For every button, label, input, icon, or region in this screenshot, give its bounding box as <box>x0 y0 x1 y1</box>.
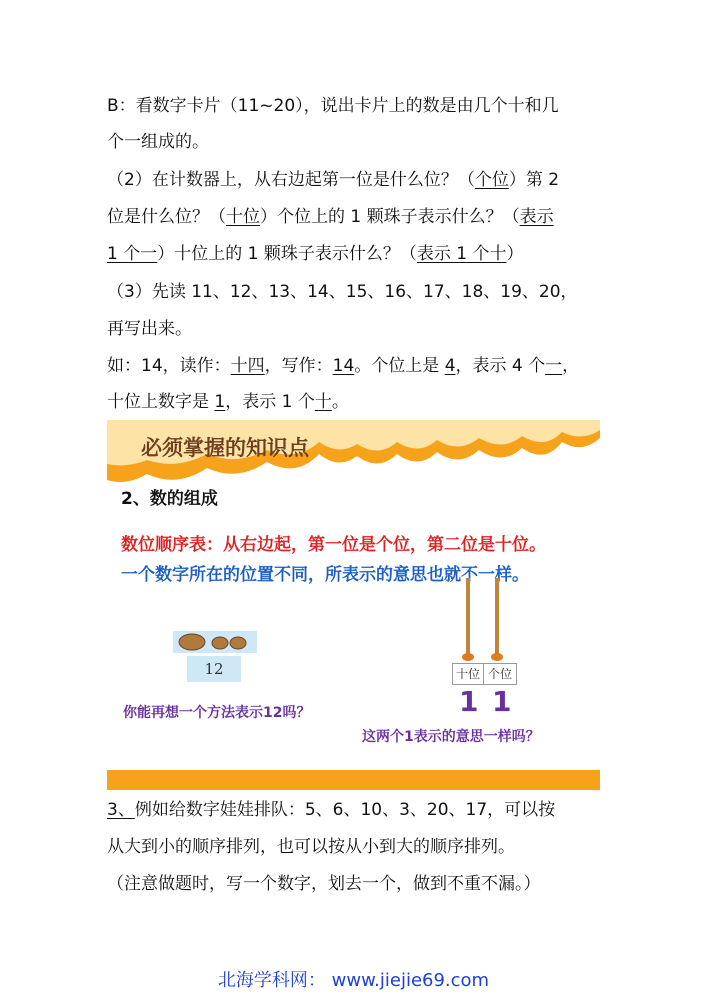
number-card: 12 <box>187 656 241 682</box>
answer-tens-place: 十位 <box>226 207 260 227</box>
answer-ten-unit: 十 <box>314 392 332 412</box>
text-segment: 。 <box>331 392 349 412</box>
position-meaning-rule: 一个数字所在的位置不同，所表示的意思也就不一样。 <box>121 565 529 585</box>
answer-one-bead-part1: 表示 <box>519 207 554 227</box>
text-3-line1: （3）先读 11、12、13、14、15、16、17、18、19、20， <box>107 282 578 302</box>
text-segment: ，表示 4 个 <box>455 356 546 376</box>
text-segment: ）第 2 <box>508 170 560 190</box>
section3-number: 3、 <box>107 800 135 820</box>
footer-watermark: 北海学科网： www.jiejie69.com <box>217 970 490 991</box>
answer-ones-digit: 4 <box>444 356 456 376</box>
answer-ones-place: 个位 <box>474 170 509 190</box>
text-3-line2: 再写出来。 <box>107 319 192 339</box>
text-segment: （2）在计数器上，从右边起第一位是什么位？（ <box>107 170 475 190</box>
answer-tens-digit: 1 <box>214 392 226 412</box>
slide-title: 必须掌握的知识点 <box>141 435 309 460</box>
text-b-line1: B：看数字卡片（11~20），说出卡片上的数是由几个十和几 <box>107 96 559 116</box>
answer-one-unit: 一 <box>545 356 563 376</box>
text-segment: 如：14，读作： <box>107 356 231 376</box>
text-segment: 。个位上是 <box>354 356 445 376</box>
bean-strip <box>173 631 257 653</box>
text-segment: 十位上数字是 <box>107 392 215 412</box>
text-segment: ，写作： <box>264 356 333 376</box>
ones-place-label: 个位 <box>483 663 517 685</box>
place-order-rule: 数位顺序表：从右边起，第一位是个位，第二位是十位。 <box>121 535 546 555</box>
abacus-rods-icon <box>447 578 527 668</box>
text-segment: ）十位上的 1 颗珠子表示什么？（ <box>157 244 417 264</box>
text-b-line2: 个一组成的。 <box>107 132 209 152</box>
knowledge-slide <box>107 420 600 790</box>
text-2-line1 <box>107 169 559 191</box>
section3-line2: 从大到小的顺序排列，也可以按从小到大的顺序排列。 <box>107 837 515 857</box>
ones-digit: 1 <box>492 685 512 718</box>
text-segment: ， <box>562 356 580 376</box>
slide-subtitle: 2、数的组成 <box>121 489 218 509</box>
answer-one-bead-part2: 1 个一 <box>107 244 158 264</box>
text-segment: ）个位上的 1 颗珠子表示什么？（ <box>260 207 520 227</box>
section3-line3: （注意做题时，写一个数字，划去一个，做到不重不漏。） <box>107 874 541 894</box>
beans-icon <box>173 631 257 653</box>
slide-bottom-bar <box>107 770 600 790</box>
question-left: 你能再想一个方法表示12吗？ <box>123 705 311 721</box>
tens-digit: 1 <box>459 685 479 718</box>
question-right: 这两个1表示的意思一样吗？ <box>362 729 540 745</box>
answer-read: 十四 <box>230 356 265 376</box>
answer-ten-bead: 表示 1 个十 <box>416 244 507 264</box>
text-segment: ，表示 1 个 <box>225 392 315 412</box>
section3-line1 <box>107 799 555 821</box>
text-segment: 例如给数字娃娃排队：5、6、10、3、20、17，可以按 <box>134 800 556 820</box>
answer-write: 14 <box>332 356 355 376</box>
text-2-line3 <box>107 243 523 265</box>
text-segment: ） <box>506 244 524 264</box>
text-segment: 位是什么位？（ <box>107 207 226 227</box>
tens-place-label: 十位 <box>452 663 484 685</box>
example-line2 <box>107 391 349 413</box>
text-2-line2 <box>107 206 554 228</box>
example-line1 <box>107 355 579 377</box>
